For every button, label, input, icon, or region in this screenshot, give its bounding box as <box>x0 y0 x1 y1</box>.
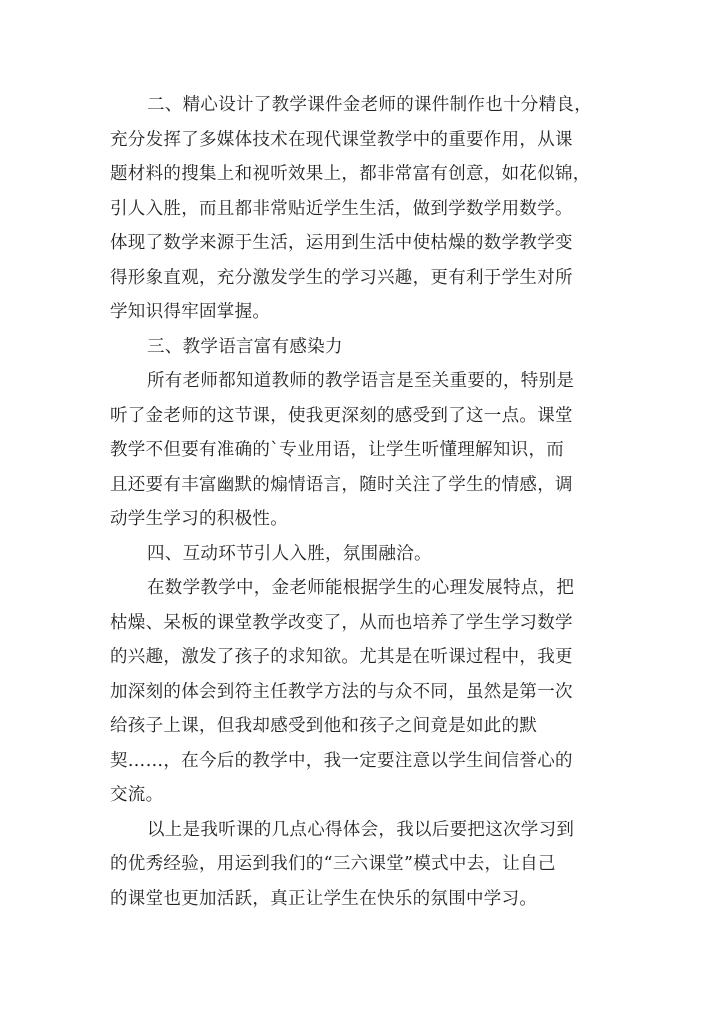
text-line: 的课堂也更加活跃，真正让学生在快乐的氛围中学习。 <box>110 888 538 909</box>
heading-line: 三、教学语言富有感染力 <box>147 336 343 357</box>
text-line: 题材料的搜集上和视听效果上，都非常富有创意，如花似锦， <box>110 164 591 184</box>
paragraph-conclusion <box>110 813 630 917</box>
text-line: 的兴趣，激发了孩子的求知欲。尤其是在听课过程中，我更 <box>110 647 573 667</box>
heading-line: 四、互动环节引人入胜，氛围融洽。 <box>147 543 432 564</box>
text-line: 给孩子上课，但我却感受到他和孩子之间竟是如此的默 <box>110 716 538 736</box>
text-line: 且还要有丰富幽默的煽情语言，随时关注了学生的情感，调 <box>110 474 573 495</box>
paragraph-interaction <box>110 571 630 813</box>
text-line: 学知识得牢固掌握。 <box>110 302 271 322</box>
text-line: 得形象直观，充分激发学生的学习兴趣，更有利于学生对所 <box>110 267 573 288</box>
section-heading-language <box>110 330 630 365</box>
text-line: 枯燥、呆板的课堂教学改变了，从而也培养了学生学习数学 <box>110 612 573 633</box>
text-line: 二、精心设计了教学课件金老师的课件制作也十分精良， <box>147 95 592 115</box>
text-line: 的优秀经验，用运到我们的“三六课堂”模式中去，让自己 <box>110 854 556 874</box>
text-line: 教学不但要有准确的`专业用语，让学生听懂理解知识，而 <box>110 440 565 460</box>
text-line: 体现了数学来源于生活，运用到生活中使枯燥的数学教学变 <box>110 233 573 253</box>
text-line: 契……，在今后的教学中，我一定要注意以学生间信誉心的 <box>110 750 573 771</box>
text-line: 听了金老师的这节课，使我更深刻的感受到了这一点。课堂 <box>110 405 573 426</box>
paragraph-teaching-language <box>110 364 630 537</box>
text-line: 以上是我听课的几点心得体会，我以后要把这次学习到 <box>147 819 575 840</box>
section-heading-interaction <box>110 537 630 572</box>
text-line: 动学生学习的积极性。 <box>110 509 288 529</box>
text-line: 在数学教学中，金老师能根据学生的心理发展特点，把 <box>147 578 575 598</box>
text-line: 所有老师都知道教师的教学语言是至关重要的，特别是 <box>147 371 575 391</box>
text-line: 引人入胜，而且都非常贴近学生生活，做到学数学用数学。 <box>110 198 573 219</box>
paragraph-design-courseware <box>110 88 630 330</box>
text-line: 交流。 <box>110 785 164 805</box>
text-line: 充分发挥了多媒体技术在现代课堂教学中的重要作用，从课 <box>110 129 573 150</box>
text-line: 加深刻的体会到符主任教学方法的与众不同，虽然是第一次 <box>110 681 573 702</box>
